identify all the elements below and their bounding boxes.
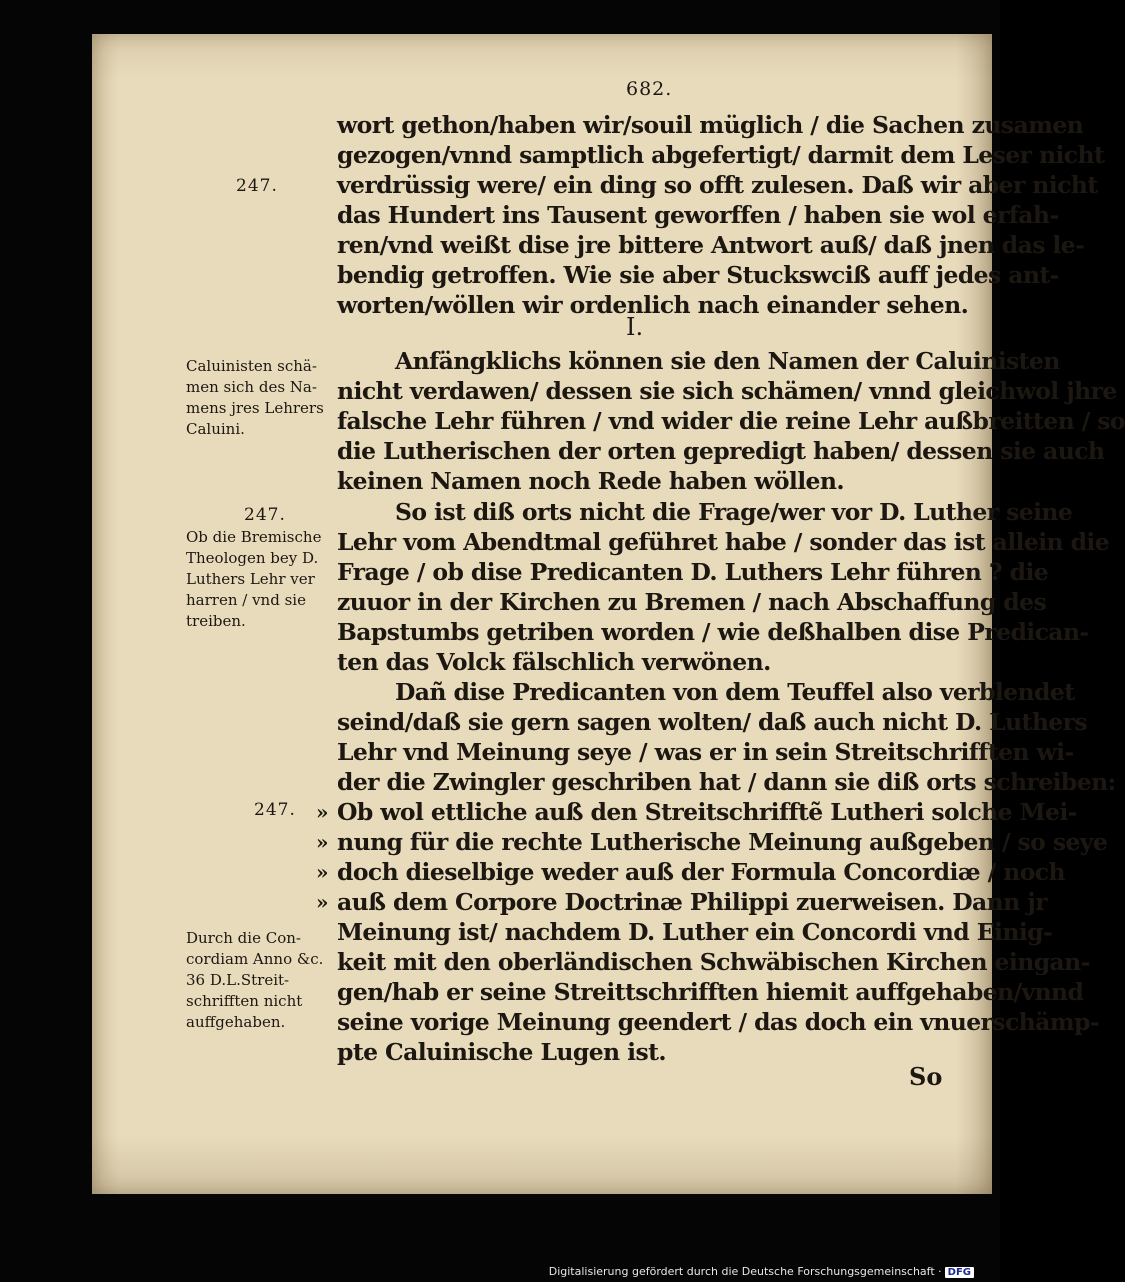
- margin-note-line: Ob die Bremische: [186, 528, 322, 546]
- text-line: wort gethon/haben wir/souil müglich / die Sachen zusamen: [337, 111, 1084, 139]
- quote-mark: »: [316, 890, 329, 914]
- margin-note-calvinists: [186, 356, 324, 440]
- text-line: doch dieselbige weder auß der Formula Concordiæ / noch: [337, 858, 1065, 886]
- margin-note-line: Caluinisten schä-: [186, 357, 317, 375]
- margin-note-line: Theologen bey D.: [186, 549, 319, 567]
- margin-note-line: Caluini.: [186, 420, 245, 438]
- margin-note-line: men sich des Na-: [186, 378, 317, 396]
- quote-mark: »: [316, 860, 329, 884]
- margin-note-line: 36 D.L.Streit-: [186, 971, 290, 989]
- text-line: nicht verdawen/ dessen sie sich schämen/ vnnd gleichwol jhre: [337, 377, 1117, 405]
- catchword: So: [909, 1062, 943, 1091]
- margin-ref-number: 247.: [254, 800, 296, 820]
- text-line: verdrüssig were/ ein ding so offt zulesen. Daß wir aber nicht: [337, 171, 1098, 199]
- text-line: bendig getroffen. Wie sie aber Stuckswciß auff jedes ant-: [337, 261, 1059, 289]
- text-line: ren/vnd weißt dise jre bittere Antwort auß/ daß jnen das le-: [337, 231, 1085, 259]
- dfg-logo: DFG: [945, 1267, 974, 1278]
- text-line: Meinung ist/ nachdem D. Luther ein Concordi vnd Einig-: [337, 918, 1053, 946]
- text-line: So ist diß orts nicht die Frage/wer vor D. Luther seine: [395, 498, 1073, 526]
- margin-note-line: Luthers Lehr ver: [186, 570, 315, 588]
- text-line: der die Zwingler geschriben hat / dann sie diß orts schreiben:: [337, 768, 1116, 796]
- text-line: Frage / ob dise Predicanten D. Luthers Lehr führen ? die: [337, 558, 1049, 586]
- text-line: keinen Namen noch Rede haben wöllen.: [337, 467, 844, 495]
- text-line: das Hundert ins Tausent geworffen / haben sie wol erfah-: [337, 201, 1059, 229]
- text-line: auß dem Corpore Doctrinæ Philippi zuerweisen. Dann jr: [337, 888, 1047, 916]
- text-line: Bapstumbs getriben worden / wie deßhalben dise Predican-: [337, 618, 1089, 646]
- text-line: ten das Volck fälschlich verwönen.: [337, 648, 771, 676]
- text-line: Dañ dise Predicanten von dem Teuffel also verblendet: [395, 678, 1075, 706]
- quote-mark: »: [316, 830, 329, 854]
- text-line: gezogen/vnnd samptlich abgefertigt/ darmit dem Leser nicht: [337, 141, 1105, 169]
- text-line: pte Caluinische Lugen ist.: [337, 1038, 666, 1066]
- margin-note-line: schrifften nicht: [186, 992, 303, 1010]
- text-line: die Lutherischen der orten gepredigt haben/ dessen sie auch: [337, 437, 1105, 465]
- text-line: Anfängklichs können sie den Namen der Caluinisten: [395, 347, 1060, 375]
- margin-note-line: Durch die Con-: [186, 929, 301, 947]
- digitization-credit: [549, 1265, 974, 1278]
- margin-note-line: harren / vnd sie: [186, 591, 306, 609]
- text-line: Lehr vom Abendtmal geführet habe / sonder das ist allein die: [337, 528, 1110, 556]
- section-numeral: I.: [626, 313, 644, 341]
- credit-text: Digitalisierung gefördert durch die Deutsche Forschungsgemeinschaft ·: [548, 1265, 942, 1278]
- margin-note-line: mens jres Lehrers: [186, 399, 324, 417]
- text-line: keit mit den oberländischen Schwäbischen Kirchen eingan-: [337, 948, 1090, 976]
- text-line: Ob wol ettliche auß den Streitschrifftẽ Lutheri solche Mei-: [337, 798, 1077, 826]
- margin-note-line: cordiam Anno &c.: [186, 950, 324, 968]
- text-line: zuuor in der Kirchen zu Bremen / nach Abschaffung des: [337, 588, 1047, 616]
- page-number: 682.: [626, 78, 673, 100]
- margin-ref-number: 247.: [236, 176, 278, 196]
- text-line: worten/wöllen wir ordenlich nach einander sehen.: [337, 291, 969, 319]
- margin-ref-number: 247.: [244, 505, 286, 525]
- quote-mark: »: [316, 800, 329, 824]
- margin-note-concordia: [186, 928, 323, 1033]
- margin-note-line: auffgehaben.: [186, 1013, 286, 1031]
- text-line: falsche Lehr führen / vnd wider die reine Lehr außbreitten / so: [337, 407, 1125, 435]
- text-line: seind/daß sie gern sagen wolten/ daß auch nicht D. Luthers: [337, 708, 1088, 736]
- margin-note-line: treiben.: [186, 612, 246, 630]
- margin-note-bremen-theologians: [186, 527, 321, 632]
- text-line: gen/hab er seine Streittschrifften hiemit auffgehaben/vnnd: [337, 978, 1084, 1006]
- text-line: Lehr vnd Meinung seye / was er in sein Streitschrifften wi-: [337, 738, 1074, 766]
- text-line: nung für die rechte Lutherische Meinung außgeben / so seye: [337, 828, 1108, 856]
- text-line: seine vorige Meinung geendert / das doch ein vnuerschämp-: [337, 1008, 1100, 1036]
